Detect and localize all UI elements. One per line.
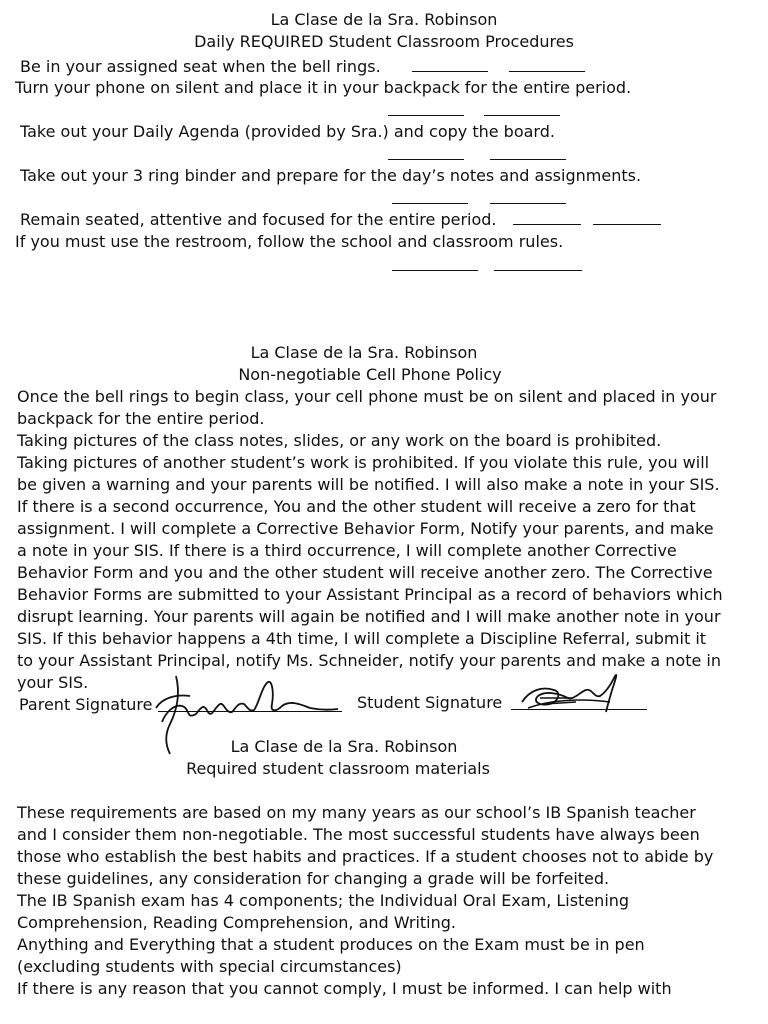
materials-heading: La Clase de la Sra. Robinson [230, 737, 458, 756]
policy-line: Behavior Form and you and the other student will receive another zero. The Corrective [17, 563, 713, 582]
initial-blank [388, 159, 464, 160]
policy-line: to your Assistant Principal, notify Ms. Schneider, notify your parents and make a note in [17, 651, 721, 670]
initial-blank [392, 203, 468, 204]
student-signature-label: Student Signature [357, 693, 503, 712]
policy-line: backpack for the entire period. [17, 409, 265, 428]
policy-line: be given a warning and your parents will be notified. I will also make a note in your SIS. [17, 475, 720, 494]
materials-line: these guidelines, any consideration for changing a grade will be forfeited. [17, 869, 610, 888]
policy-line: assignment. I will complete a Corrective Behavior Form, Notify your parents, and make [17, 519, 714, 538]
policy-line: Behavior Forms are submitted to your Assistant Principal as a record of behaviors which [17, 585, 723, 604]
policy-line: Once the bell rings to begin class, your cell phone must be on silent and placed in your [17, 387, 717, 406]
policy-line: a note in your SIS. If there is a third occurrence, I will complete another Corrective [17, 541, 677, 560]
procedure-item: Take out your 3 ring binder and prepare for the day’s notes and assignments. [20, 166, 642, 185]
initial-blank [388, 115, 464, 116]
procedure-item: Turn your phone on silent and place it in your backpack for the entire period. [15, 78, 632, 97]
materials-line: Anything and Everything that a student produces on the Exam must be in pen [17, 935, 645, 954]
policy-line: SIS. If this behavior happens a 4th time, I will complete a Discipline Referral, submit it [17, 629, 707, 648]
materials-line: and I consider them non-negotiable. The most successful students have always been [17, 825, 700, 844]
initial-blank [513, 224, 581, 225]
student-signature-image [510, 668, 640, 718]
materials-line: (excluding students with special circumstances) [17, 957, 402, 976]
procedure-item: If you must use the restroom, follow the school and classroom rules. [15, 232, 564, 251]
initial-blank [484, 115, 560, 116]
materials-subheading: Required student classroom materials [186, 759, 490, 778]
materials-line: If there is any reason that you cannot comply, I must be informed. I can help with [17, 979, 672, 998]
phone-policy-heading: La Clase de la Sra. Robinson [250, 343, 478, 362]
initial-blank [593, 224, 661, 225]
initial-blank [412, 71, 488, 72]
materials-line: Comprehension, Reading Comprehension, and Writing. [17, 913, 457, 932]
policy-line: your SIS. [17, 673, 89, 692]
policy-line: Taking pictures of the class notes, slides, or any work on the board is prohibited. [17, 431, 662, 450]
policy-line: Taking pictures of another student’s work is prohibited. If you violate this rule, you will [17, 453, 710, 472]
initial-blank [490, 159, 566, 160]
policy-line: If there is a second occurrence, You and the other student will receive a zero for that [17, 497, 696, 516]
initial-blank [490, 203, 566, 204]
initial-blank [509, 71, 585, 72]
materials-line: These requirements are based on my many years as our school’s IB Spanish teacher [17, 803, 696, 822]
initial-blank [392, 270, 478, 271]
materials-line: The IB Spanish exam has 4 components; the Individual Oral Exam, Listening [17, 891, 630, 910]
procedure-item: Be in your assigned seat when the bell rings. [20, 57, 381, 76]
phone-policy-subheading: Non-negotiable Cell Phone Policy [238, 365, 502, 384]
procedure-item: Take out your Daily Agenda (provided by Sra.) and copy the board. [20, 122, 555, 141]
initial-blank [494, 270, 582, 271]
procedure-item: Remain seated, attentive and focused for the entire period. [20, 210, 497, 229]
materials-line: those who establish the best habits and practices. If a student chooses not to abide by [17, 847, 714, 866]
parent-signature-label: Parent Signature [19, 695, 153, 714]
policy-line: disrupt learning. Your parents will again be notified and I will make another note in your [17, 607, 721, 626]
procedures-subheading: Daily REQUIRED Student Classroom Procedures [194, 32, 574, 51]
procedures-heading: La Clase de la Sra. Robinson [270, 10, 498, 29]
